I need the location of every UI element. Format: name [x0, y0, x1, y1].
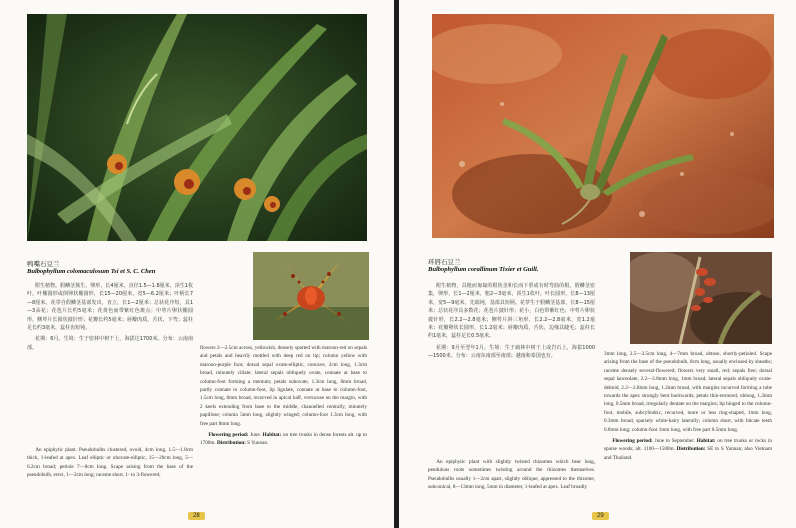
- habitat-value: on tree trunks or rocks in sparse woods; alt. 1100—1500m.: [604, 438, 772, 453]
- en-paragraph-right: flowers 2—2.5cm across, yellowish, densely spotted with maroon-red on sepals and petals and heavily mottled with deep red on lip; column yellow with maroon-purple foot; dorsal sepal ovate-elliptic, concave, 2cm long, 1.3cm broad, minutely ciliate; lateral sepals obliquely ovate, connate at base to column-foot forming a mentum; petals subovate, 1.3cm long, 8mm broad, partly connate to column-foot, lip ligulate, connate at base to column-foot, 1.5cm long, 8mm broad, recurved in apical half, verrucose on the margin, with 2 keels extending from base to the middle, channelled centrally, minutely papillose; column 5mm long, slightly winged; column-foot 1.3cm long, with free part 8mm long.: [200, 345, 367, 427]
- distribution-value: SE to S Yunnan; also Vietnam and Thailand.: [604, 446, 772, 461]
- page-number: 28: [188, 512, 205, 520]
- flowering-value: June.: [250, 432, 261, 439]
- en-paragraph-left: An epiphytic plant. Pseudobulbs clustered, ovoid, 4cm long, 1.5—1.8cm thick, 1-leafed at apex. Leaf elliptic or obovate-elliptic, 15—20cm long, 5—6.2cm broad; petiole 7—8cm long. Scape arising from the base of the pseudobulb, erect, 1—2cm long; raceme short, 1- to 3-flowered;: [27, 447, 193, 479]
- description-en-left: [27, 446, 193, 512]
- flower-closeup-photo: [630, 252, 772, 344]
- habitat-label: Habitat:: [696, 438, 716, 445]
- grass-orchid-image: [27, 14, 367, 241]
- species-caption-latin: Bulbophyllum corallinum Tixier et Guill.: [428, 266, 539, 273]
- en-paragraph-right: 3mm long, 2.5—3.5cm long, 4—7mm broad, obtuse, shortly-petioled. Scape arising from the base of the pseudobulb, 8cm long, usually enclosed by sheaths; raceme densely several-flowered; flowers very small, red; sepals free; dorsal sepal lanceolate, 2.2—2.8mm long, 1mm broad; lateral sepals obliquely ovate-deltoid, 2.2—2.8mm long, 1.2mm broad, with margins incurved forming a tube towards the apex strongly bent backwards; petals thin-textured, oblong, 1.2mm long, 0.5mm broad, irregularly dentate on the margins; lip hinged to the column-foot, mobile, subcylindric, recurved, more or less ring-shaped, 1mm long, 0.3mm broad, sparsely white-hairy laterally; column short, with falcate teeth 0.8mm long; column-foot 1mm long, with free part 0.5mm long.: [604, 351, 772, 433]
- description-cn: [27, 282, 193, 442]
- cn-paragraph-2: 花期：6月。生境：生于密林中树干上，海拔达1700米。分布：云南南部。: [27, 336, 193, 351]
- distribution-value: S Yunnan.: [247, 440, 269, 447]
- flower-closeup-image: [253, 252, 369, 340]
- description-en-right: [200, 344, 367, 514]
- cn-paragraph-2: 花期：9月至翌年1月。生境：生于疏林中树干上或岩石上，海拔1000—1500米。分布：云南东南部至南部；越南和泰国也有。: [428, 344, 595, 360]
- description-en-right: [604, 350, 772, 514]
- flowering-label: Flowering period:: [612, 438, 653, 445]
- main-orchid-photo: [27, 14, 367, 241]
- species-caption-latin: Bulbophyllum colomaculosum Tsi et S. C. Chen: [27, 268, 156, 275]
- left-page: [0, 0, 394, 528]
- flowering-value: June to September.: [654, 438, 695, 445]
- flower-closeup-photo: [253, 252, 369, 340]
- soil-orchid-image: [432, 14, 774, 238]
- species-caption-cn: 环唇石豆兰: [428, 258, 461, 266]
- en-paragraph-left: An epiphytic plant with slightly twisted rhizomes which bear long, pendulous roots sometimes twisting around the rhizomes themselves. Pseudobulbs usually 1—2cm apart, slightly oblique, appressed to the rhizome, subconical, 8—13mm long, 5mm in diameter, 1-leafed at apex. Leaf broadly: [428, 459, 595, 491]
- main-orchid-photo: [432, 14, 774, 238]
- description-cn: [428, 282, 595, 454]
- description-en-left: [428, 458, 595, 514]
- cn-paragraph-1: 附生植物，具粗而匍匐的根状茎和长而下垂或有时弯曲的根。假鳞茎密集，卵形，长1—2厘米，粗2—3毫米，顶生1枚叶。叶长圆形，长8—13厘米，宽5—9毫米，先端钝，基部具短柄。花葶生于假鳞茎基部，长8—15厘米；总状花序具多数花；花苞片披针形；花小，白色带紫红色；中萼片卵状披针形，长2.2—2.8毫米；侧萼片斜三角形，长2.2—2.8毫米，宽1.2毫米；花瓣卵状长圆形，长1.2毫米；唇瓣肉质，舌状，边缘具睫毛；蕊柱长约1毫米，蕊柱足长0.5毫米。: [428, 283, 595, 340]
- right-page: [399, 0, 796, 528]
- distribution-label: Distribution:: [217, 440, 246, 447]
- page-number: 29: [592, 512, 609, 520]
- habitat-value: on tree trunks in dense forests alt. up to 1700m.: [200, 432, 368, 447]
- distribution-label: Distribution:: [676, 446, 706, 453]
- species-caption-cn: 鸭嘴石豆兰: [27, 260, 60, 268]
- cn-paragraph-1: 附生植物。假鳞茎簇生，卵形，长4厘米，直径1.5—1.8厘米，顶生1枚叶。叶椭圆形或倒卵状椭圆形，长15—20厘米，宽5—6.2厘米；叶柄长7—8厘米。花葶自假鳞茎基部发出，直立，长1—2厘米；总状花序短，具1—3朵花；花苞片长约5毫米；花黄色而带紫红色斑点；中萼片卵状椭圆形，侧萼片长圆状披针形；花瓣长约5毫米；唇瓣肉质，舌状，下弯；蕊柱足长约3毫米，蕊柱齿短钝。: [27, 283, 193, 332]
- habitat-label: Habitat:: [262, 432, 282, 439]
- flower-closeup-image: [630, 252, 772, 344]
- flowering-label: Flowering period:: [208, 432, 249, 439]
